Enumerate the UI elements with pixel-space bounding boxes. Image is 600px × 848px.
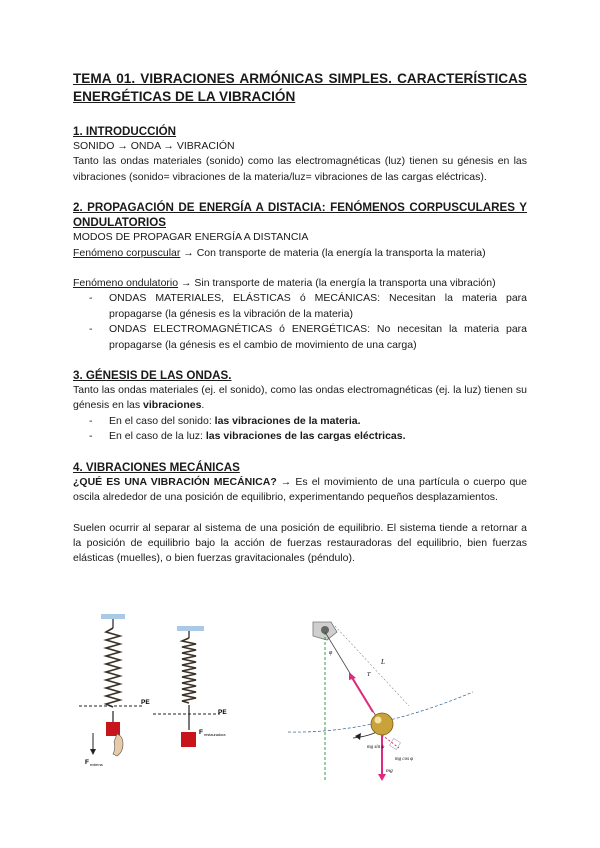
ondulatorio-text: → Sin transporte de materia (la energía la transporta una vibración) bbox=[178, 277, 496, 290]
spring-1-coil bbox=[106, 628, 120, 707]
genesis-list bbox=[73, 414, 527, 445]
section-1-line: SONIDO → ONDA → VIBRACIÓN bbox=[73, 140, 235, 152]
pendulum-figure bbox=[288, 622, 473, 782]
force-sub-2: restauradora bbox=[204, 733, 226, 737]
vibration-figures bbox=[73, 614, 527, 789]
section-3-paragraph bbox=[73, 383, 527, 414]
definition-text: → Es el movimiento de una partícula o cuerpo que oscila alrededor de una posición de equilibrio, experimentando pequeños desplazamientos. bbox=[73, 475, 527, 504]
force-label-1: F bbox=[85, 759, 89, 766]
hand-icon bbox=[113, 734, 123, 756]
list-item bbox=[73, 414, 527, 429]
list-item: - ONDAS ELECTROMAGNÉTICAS ó ENERGÉTICAS: No necesitan la materia para propagarse (la génesis es el cambio de movimiento de una carga) bbox=[73, 322, 527, 353]
spring-figure-1 bbox=[79, 614, 150, 767]
question-bold: ¿QUÉ ES UNA VIBRACIÓN MECÁNICA? bbox=[73, 475, 277, 488]
section-4-paragraph: Suelen ocurrir al separar al sistema de una posición de equilibrio. El sistema tiende a retornar a la posición de equilibrio bajo la acción de fuerzas restauradoras del equilibrio, bien fuerzas elásticas (muelles), o bien fuerzas gravitacionales (péndulo). bbox=[73, 521, 527, 565]
spring-2-coil bbox=[182, 638, 196, 703]
page-title: TEMA 01. VIBRACIONES ARMÓNICAS SIMPLES. CARACTERÍSTICAS ENERGÉTICAS DE LA VIBRACIÓN bbox=[73, 71, 527, 104]
list-item bbox=[73, 429, 527, 444]
corpuscular-line bbox=[73, 246, 527, 261]
item-bold: las vibraciones de las cargas eléctricas. bbox=[205, 430, 406, 443]
item-text: En el caso del sonido: bbox=[109, 414, 215, 427]
tension-arrow bbox=[351, 676, 373, 712]
wave-types-list bbox=[73, 291, 527, 353]
item-bold: las vibraciones de la materia. bbox=[214, 414, 361, 427]
document-page bbox=[73, 70, 527, 567]
spring-1-support bbox=[101, 614, 125, 619]
spring-2-support bbox=[177, 626, 204, 631]
section-3-text: Tanto las ondas materiales (ej. el sonido), como las ondas electromagnéticas (ej. la luz) tienen su génesis en las bbox=[73, 384, 527, 412]
mg-cos-label: mg cos φ bbox=[395, 757, 414, 762]
item-text: En el caso de la luz: bbox=[109, 430, 206, 443]
figures-area bbox=[73, 614, 527, 789]
force-sub-1: externa bbox=[90, 763, 103, 767]
section-4-definition bbox=[73, 475, 527, 506]
phi-label: φ bbox=[329, 650, 333, 656]
spring-figure-2 bbox=[153, 626, 227, 747]
spring-2-mass bbox=[181, 732, 196, 747]
pendulum-bob bbox=[371, 713, 393, 735]
length-label: L bbox=[381, 658, 385, 666]
ondulatorio-label: Fenómeno ondulatorio bbox=[73, 277, 179, 290]
list-item: - ONDAS MATERIALES, ELÁSTICAS ó MECÁNICAS: Necesitan la materia para propagarse (la génesis es la vibración de la materia) bbox=[73, 291, 527, 322]
pe-label-1: PE bbox=[141, 699, 150, 706]
weight-label: mg bbox=[386, 768, 393, 774]
pe-label-2: PE bbox=[218, 709, 227, 716]
section-3-bold: vibraciones bbox=[143, 399, 202, 412]
corpuscular-label: Fenómeno corpuscular bbox=[73, 246, 181, 259]
section-3-heading: 3. GÉNESIS DE LAS ONDAS. bbox=[73, 369, 232, 383]
corpuscular-text: → Con transporte de materia (la energía la transporta la materia) bbox=[180, 246, 486, 259]
force-label-2: F bbox=[199, 729, 203, 736]
ondulatorio-line bbox=[73, 276, 527, 291]
section-2-heading: 2. PROPAGACIÓN DE ENERGÍA A DISTACIA: FENÓMENOS CORPUSCULARES Y ONDULATORIOS bbox=[73, 201, 527, 230]
tension-label: T bbox=[367, 672, 371, 678]
section-1-paragraph: Tanto las ondas materiales (sonido) como las electromagnéticas (luz) tienen su génesis en las vibraciones (sonido= vibraciones de la materia/luz= vibraciones de las cargas eléctricas). bbox=[73, 155, 527, 183]
mg-sin-label: mg sin φ bbox=[367, 745, 385, 750]
spring-1-mass bbox=[106, 722, 120, 736]
section-2-line: MODOS DE PROPAGAR ENERGÍA A DISTANCIA bbox=[73, 231, 309, 244]
section-3-period: . bbox=[201, 399, 205, 412]
section-4-heading: 4. VIBRACIONES MECÁNICAS bbox=[73, 460, 240, 474]
section-1-heading: 1. INTRODUCCIÓN bbox=[73, 125, 177, 138]
